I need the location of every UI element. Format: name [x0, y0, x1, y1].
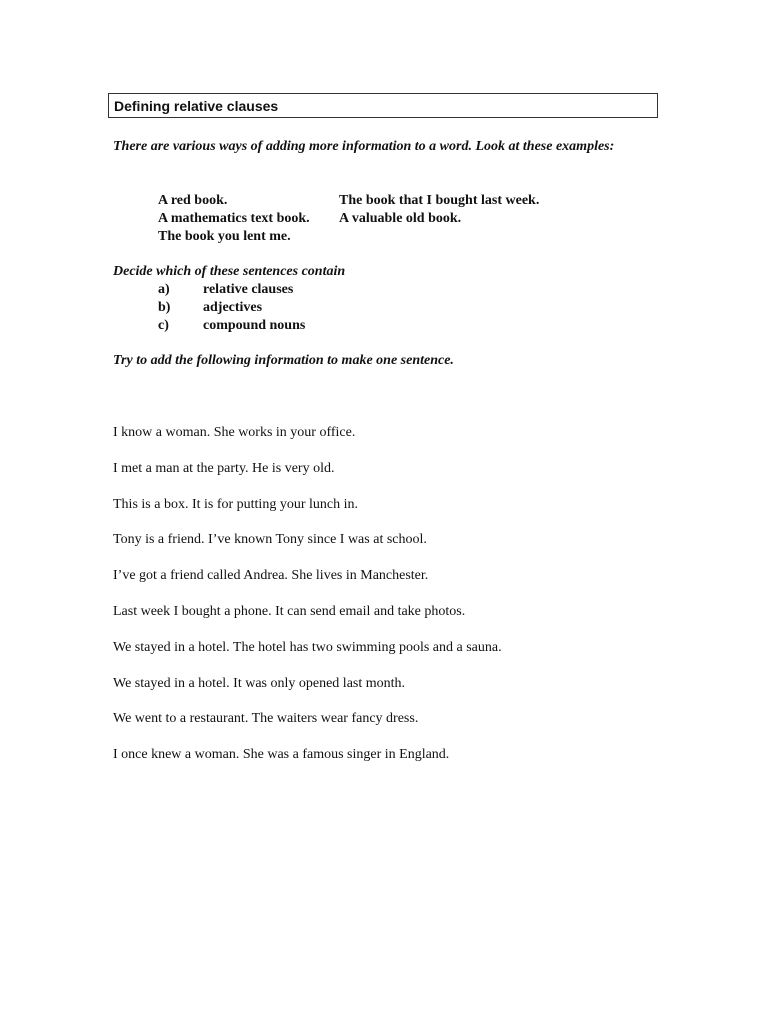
exercise-sentence: This is a box. It is for putting your lunch in. [113, 496, 358, 512]
example-item: A valuable old book. [339, 211, 462, 226]
exercise-sentence: I met a man at the party. He is very old. [113, 460, 335, 476]
option-letter: c) [158, 318, 169, 333]
example-item: The book that I bought last week. [339, 193, 540, 208]
exercise-sentence: I know a woman. She works in your office. [113, 425, 356, 440]
exercise-sentence: We stayed in a hotel. It was only opened last month. [113, 675, 406, 691]
exercise-sentence: We stayed in a hotel. The hotel has two swimming pools and a sauna. [113, 639, 502, 655]
exercise-sentence: Last week I bought a phone. It can send email and take photos. [113, 603, 466, 619]
title-box [108, 93, 658, 118]
page-title: Defining relative clauses [114, 97, 279, 114]
exercise-sentence: We went to a restaurant. The waiters wear fancy dress. [113, 711, 419, 727]
try-prompt: Try to add the following information to make one sentence. [113, 353, 454, 368]
options-list [158, 281, 305, 335]
intro-text: There are various ways of adding more information to a word. Look at these examples: [113, 139, 615, 154]
example-row [158, 192, 539, 210]
example-item: A red book. [158, 193, 228, 208]
option-letter: b) [158, 300, 171, 315]
sentence-list [113, 424, 502, 782]
examples-table [158, 192, 539, 246]
example-item: The book you lent me. [158, 229, 291, 244]
example-item: A mathematics text book. [158, 211, 310, 226]
example-row [158, 228, 539, 246]
example-row [158, 210, 539, 228]
exercise-sentence: I’ve got a friend called Andrea. She lives in Manchester. [113, 568, 429, 584]
option-item [158, 281, 305, 299]
decide-prompt: Decide which of these sentences contain [113, 264, 346, 279]
option-text: relative clauses [203, 282, 294, 297]
option-text: adjectives [203, 300, 263, 315]
exercise-sentence: I once knew a woman. She was a famous singer in England. [113, 747, 450, 763]
option-item [158, 317, 305, 335]
option-letter: a) [158, 282, 170, 297]
option-text: compound nouns [203, 318, 306, 333]
option-item [158, 299, 305, 317]
exercise-sentence: Tony is a friend. I’ve known Tony since I was at school. [113, 532, 427, 548]
